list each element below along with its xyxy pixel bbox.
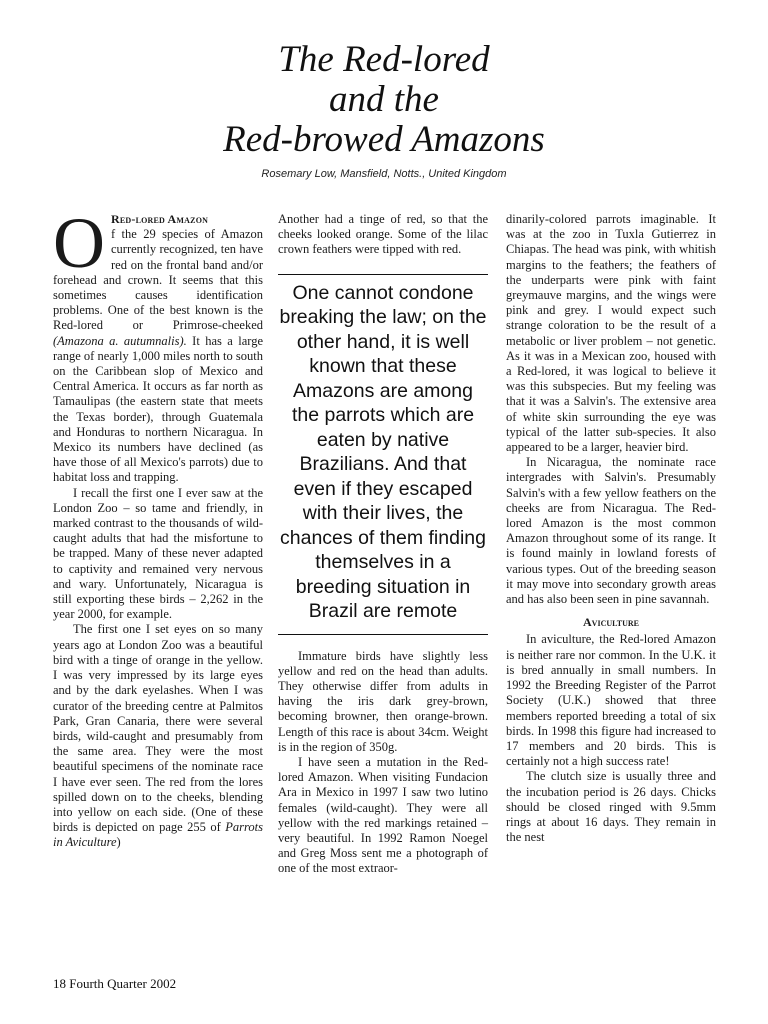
col1-paragraph-3: The first one I set eyes on so many years ago at London Zoo was a beautiful bird with a tinge of orange in the yellow. I was very impressed by its large eyes and by the dark eyelashes. When I was curator of the breeding centre at Palmitos Park, Gran Canaria, there were several birds, wild-caught and presumably from the same area. They were the most beautiful specimens of the nominate race I have ever seen. The red from the lores spilled down on to the cheeks, blending into yellow on each side. (One of these birds is depicted on page 255 of Parrots in Aviculture): [53, 622, 263, 850]
section-heading-red-lored: Red-lored Amazon: [111, 212, 209, 226]
col3-paragraph-1: dinarily-colored parrots imaginable. It was at the zoo in Tuxla Gutierrez in Chiapas. The head was pink, with whitish margins to the feathers; the feathers of the underparts were pink with faint greymauve margins, and the wings were pink and grey. I would expect such strange coloration to be the result of a metabolic or liver problem – not genetic. As it was in a Mexican zoo, housed with a Red-lored, it was logical to believe it was this subspecies. But my feeling was that it was a Salvin's. The extensive area of white skin surrounding the eye was typical of the latter sub-species. It also appeared to be a larger, heavier bird.: [506, 212, 716, 455]
col1-paragraph-2: I recall the first one I ever saw at the London Zoo – so tame and friendly, in marked contrast to the thousands of wild-caught adults that had the misfortune to be trapped. Many of these never adapted to captivity and remained very nervous and wary. Unfortunately, Nicaragua is still exporting these birds – 2,262 in the year 2000, for example.: [53, 485, 263, 622]
col2-paragraph-1: Another had a tinge of red, so that the cheeks looked orange. Some of the lilac crown feathers were tipped with red.: [278, 212, 488, 257]
col2-paragraph-2: Immature birds have slightly less yellow and red on the head than adults. They otherwise differ from adults in having the iris dark grey-brown, becoming browner, then orange-brown. Length of this race is about 34cm. Weight is in the region of 350g.: [278, 648, 488, 754]
column-2: [278, 212, 488, 877]
article-title: [0, 40, 768, 160]
column-3: [506, 212, 716, 845]
col1-paragraph-1: Red-lored Amazon f the 29 species of Amazon currently recognized, ten have red on the frontal band and/or forehead and crown. It seems that this sometimes causes identification problems. One of the best known is the Red-lored or Primrose-cheeked (Amazona a. autumnalis). It has a large range of nearly 1,000 miles north to south on the Caribbean slop of Mexico and Central America. It occurs as far north as Tamaulipas (the eastern state that meets the Texas border), through Guatemala and Honduras to northern Nicaragua. In Mexico its numbers have declined (as have those of all Mexico's parrots) due to habitat loss and trapping.: [53, 212, 263, 485]
pull-quote: One cannot condone breaking the law; on the other hand, it is well known that these Amazons are among the parrots which are eaten by native Brazilians. And that even if they escaped with their lives, the chances of them finding themselves in a breeding situation in Brazil are remote: [278, 274, 488, 635]
title-line-2: and the: [329, 79, 439, 120]
col3-paragraph-2: In Nicaragua, the nominate race intergrades with Salvin's. Presumably Salvin's with a few yellow feathers on the cheeks are from Nicaragua. The Red-lored Amazon is the most common Amazon throughout some of its range. It is found mainly in lowland forests of various types. Out of the breeding season it may move into secondary growth areas and has also been seen in pine savannah.: [506, 455, 716, 607]
column-1: [53, 203, 263, 851]
page-footer: 18 Fourth Quarter 2002: [53, 976, 177, 991]
byline: Rosemary Low, Mansfield, Notts., United Kingdom: [261, 168, 507, 180]
title-line-3: Red-browed Amazons: [223, 119, 545, 160]
section-heading-aviculture: Aviculture: [583, 615, 639, 630]
drop-cap: O: [53, 203, 105, 283]
col3-paragraph-3: In aviculture, the Red-lored Amazon is neither rare nor common. In the U.K. it is bred annually in small numbers. In 1992 the Breeding Register of the Parrot Society (U.K.) showed that three members reported breeding a total of six birds. In 1998 this figure had increased to 17 members and 20 birds. This is certainly not a high success rate!: [506, 632, 716, 769]
col2-paragraph-3: I have seen a mutation in the Red-lored Amazon. When visiting Fundacion Ara in Mexico in 1997 I saw two lutino females (wild-caught). They were all yellow with the red markings retained – very beautiful. In 1992 Ramon Noegel and Greg Moss sent me a photograph of one of the most extraor-: [278, 755, 488, 876]
title-line-1: The Red-lored: [278, 39, 490, 80]
col3-paragraph-4: The clutch size is usually three and the incubation period is 26 days. Chicks should be closed ringed with 9.5mm rings at about 16 days. They remain in the nest: [506, 769, 716, 845]
